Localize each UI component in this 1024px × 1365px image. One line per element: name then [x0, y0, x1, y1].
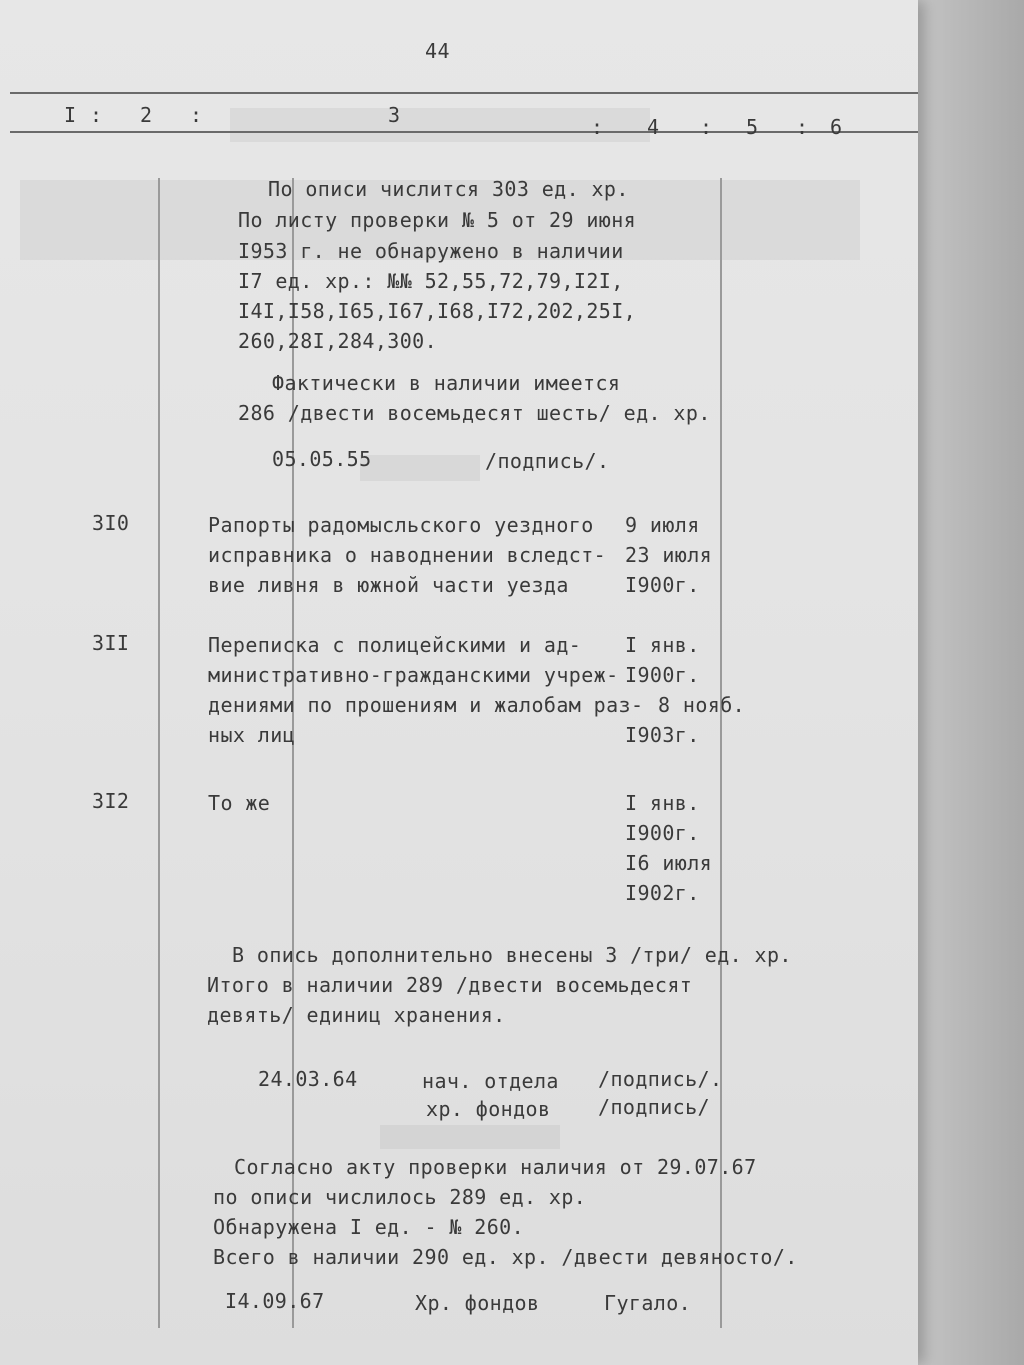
- col-header-3: 3: [388, 103, 401, 127]
- entry-date-line: I902г.: [625, 881, 700, 905]
- col-header-6: 6: [830, 115, 843, 139]
- signature-text: /подпись/: [598, 1095, 710, 1119]
- entry-date-line: I900г.: [625, 663, 700, 687]
- entry-date-line: I900г.: [625, 821, 700, 845]
- col-separator: :: [90, 103, 103, 127]
- text-line: Согласно акту проверки наличия от 29.07.67: [234, 1155, 757, 1179]
- header-bottom-rule: [10, 131, 918, 133]
- signer-role: Хр. фондов: [415, 1291, 540, 1315]
- text-line: I953 г. не обнаружено в наличии: [238, 239, 624, 263]
- text-line: Итого в наличии 289 /двести восемьдесят: [207, 973, 693, 997]
- text-line: I7 ед. хр.: №№ 52,55,72,79,I2I,: [238, 269, 624, 293]
- entry-date-line: 23 июля: [625, 543, 713, 567]
- text-line: I4I,I58,I65,I67,I68,I72,202,25I,: [238, 299, 637, 323]
- signature-text: /подпись/.: [598, 1067, 723, 1091]
- entry-title-line: дениями по прошениям и жалобам раз-: [208, 693, 644, 717]
- entry-title-line: министративно-гражданскими учреж-: [208, 663, 619, 687]
- col-separator: :: [700, 115, 713, 139]
- column-divider-1: [158, 178, 160, 1328]
- text-line: по описи числилось 289 ед. хр.: [213, 1185, 587, 1209]
- text-line: Фактически в наличии имеется: [272, 371, 621, 395]
- entry-date-line: 9 июля: [625, 513, 700, 537]
- entry-number: 3I0: [92, 511, 130, 535]
- col-header-5: 5: [746, 115, 759, 139]
- entry-number: 3I2: [92, 789, 130, 813]
- text-line: Всего в наличии 290 ед. хр. /двести девяносто/.: [213, 1245, 798, 1269]
- signer-role: хр. фондов: [426, 1097, 551, 1121]
- entry-title-line: Рапорты радомысльского уездного: [208, 513, 594, 537]
- text-line: девять/ единиц хранения.: [207, 1003, 506, 1027]
- text-line: В опись дополнительно внесены 3 /три/ ед. хр.: [232, 943, 792, 967]
- text-line: Обнаружена I ед. - № 260.: [213, 1215, 525, 1239]
- col-header-2: 2: [140, 103, 153, 127]
- col-separator: :: [591, 115, 604, 139]
- col-header-4: 4: [647, 115, 660, 139]
- signature-text: /подпись/.: [485, 449, 610, 473]
- entry-date-line: I903г.: [625, 723, 700, 747]
- signer-name: Гугало.: [604, 1291, 692, 1315]
- entry-title-line: ных лиц: [208, 723, 296, 747]
- entry-title-line: исправника о наводнении вследст-: [208, 543, 607, 567]
- entry-title-line: вие ливня в южной части уезда: [208, 573, 569, 597]
- note-date: 05.05.55: [272, 447, 372, 471]
- signer-role: нач. отдела: [422, 1069, 559, 1093]
- text-line: По листу проверки № 5 от 29 июня: [238, 208, 637, 232]
- page-number: 44: [425, 39, 450, 63]
- text-line: 286 /двести восемьдесят шесть/ ед. хр.: [238, 401, 711, 425]
- col-separator: :: [796, 115, 809, 139]
- note-date: 24.03.64: [258, 1067, 358, 1091]
- text-line: 260,28I,284,300.: [238, 329, 438, 353]
- entry-date-line: I900г.: [625, 573, 700, 597]
- entry-date-line: 8 нояб.: [658, 693, 746, 717]
- entry-number: 3II: [92, 631, 130, 655]
- text-line: По описи числится 303 ед. хр.: [268, 177, 629, 201]
- entry-date-line: I янв.: [625, 633, 700, 657]
- entry-title-line: Переписка с полицейскими и ад-: [208, 633, 582, 657]
- entry-date-line: I6 июля: [625, 851, 713, 875]
- col-separator: :: [190, 103, 203, 127]
- col-header-1: I: [64, 103, 77, 127]
- entry-date-line: I янв.: [625, 791, 700, 815]
- note-date: I4.09.67: [225, 1289, 325, 1313]
- header-top-rule: [10, 92, 918, 94]
- entry-title-line: То же: [208, 791, 271, 815]
